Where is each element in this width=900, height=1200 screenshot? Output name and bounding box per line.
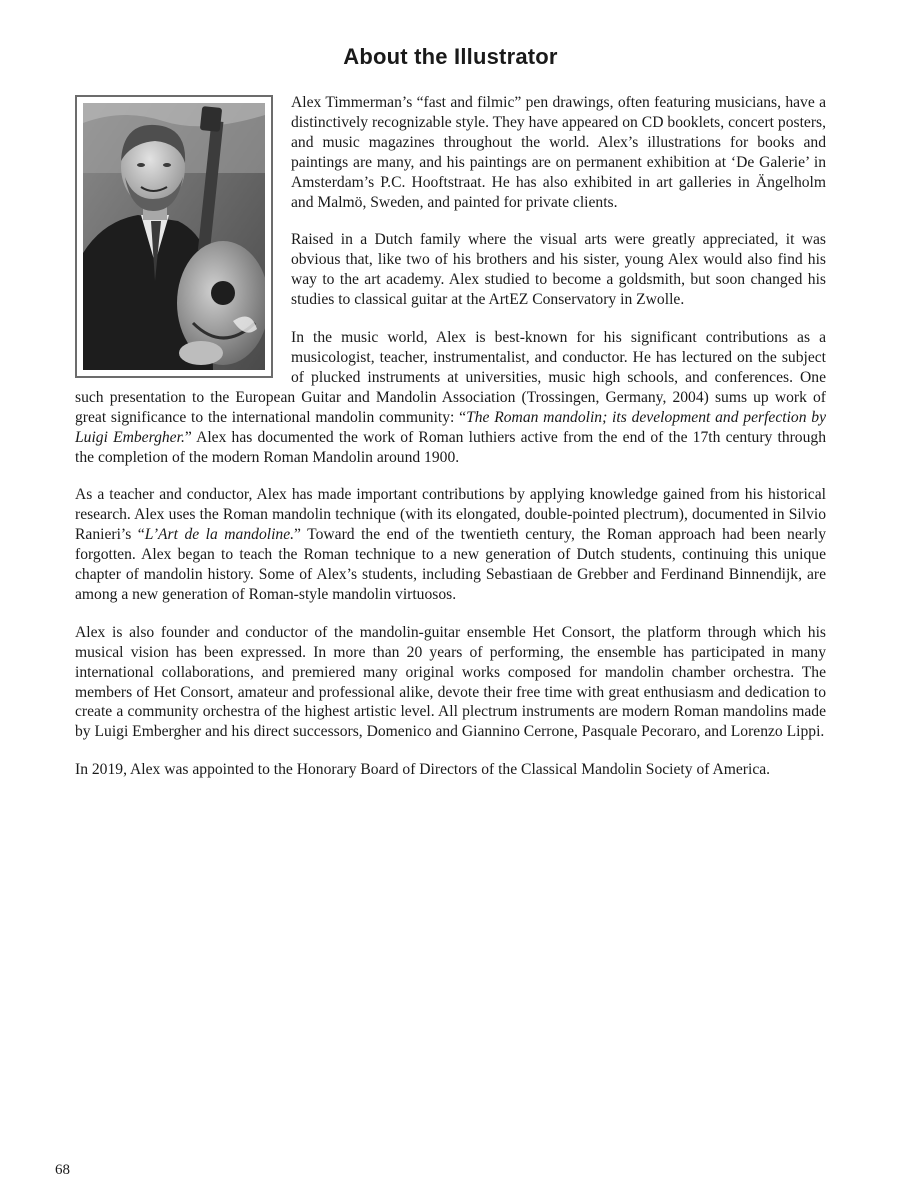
article-body <box>75 93 826 798</box>
paragraph-text: ” Alex has documented the work of Roman luthiers active from the end of the 17th century through the completion of the modern Roman Mandolin around 1900. <box>75 428 826 466</box>
cited-title: L’Art de la mandoline. <box>144 526 295 544</box>
paragraph: Alex Timmerman’s “fast and filmic” pen drawings, often featuring musicians, have a distinctively recognizable style. They have appeared on CD booklets, concert posters, and music magazines throughout the world. Alex’s illustrations for books and paintings are many, and his paintings are on permanent exhibition at ‘De Galerie’ in Amsterdam’s P.C. Hooftstraat. He has also exhibited in art galleries in Ängelholm and Malmö, Sweden, and painted for private clients. <box>291 94 826 211</box>
paragraph: Raised in a Dutch family where the visual arts were greatly appreciated, it was obvious that, like two of his brothers and his sister, young Alex would also find his way to the art academy. Alex studied to become a goldsmith, but soon changed his studies to classical guitar at the ArtEZ Conservatory in Zwolle. <box>291 231 826 309</box>
paragraph-text: As a teacher and conductor, Alex has made important contributions by applying knowledge gained from his historical research. Alex uses the Roman mandolin technique (with its elongated, double-pointed plectrum), documented in Silvio Ranieri’s “ <box>75 486 826 544</box>
document-page <box>55 0 827 1200</box>
portrait-photo <box>83 103 265 370</box>
paragraph-text: ” Toward the end of the twentieth century, the Roman approach had been nearly forgotten. Alex began to teach the Roman technique to a new generation of Dutch students, continuing this unique chapter of mandolin history. Some of Alex’s students, including Sebastiaan de Grebber and Ferdinand Binnendijk, are among a new generation of Roman-style mandolin virtuosos. <box>75 526 826 603</box>
cited-title: The Roman mandolin; its development and perfection by Luigi Embergher. <box>75 408 827 446</box>
paragraph <box>75 485 826 604</box>
page-title: About the Illustrator <box>343 44 558 69</box>
illustrator-photo <box>75 95 273 378</box>
paragraph: Alex is also founder and conductor of the mandolin-guitar ensemble Het Consort, the platform through which his musical vision has been expressed. In more than 20 years of performing, the ensemble has participated in many international collaborations, and premiered many original works composed for mandolin chamber orchestra. The members of Het Consort, amateur and professional alike, devote their free time with great enthusiasm and dedication to create a community orchestra of the highest artistic level. All plectrum instruments are modern Roman mandolins made by Luigi Embergher and his direct successors, Domenico and Giannino Cerrone, Pasquale Pecoraro, and Lorenzo Lippi. <box>75 623 826 741</box>
paragraph: In 2019, Alex was appointed to the Honorary Board of Directors of the Classical Mandolin Society of America. <box>75 761 771 779</box>
paragraph-text: In the music world, Alex is best-known for his significant contributions as a musicologist, teacher, instrumentalist, and conductor. He has lectured on the subject of plucked instruments at universities, music high schools, and conferences. One such presentation to the European Guitar and Mandolin Association (Trossingen, Germany, 2004) sums up work of great significance to the international mandolin community: “ <box>75 329 826 426</box>
page-number: 68 <box>55 1162 70 1178</box>
